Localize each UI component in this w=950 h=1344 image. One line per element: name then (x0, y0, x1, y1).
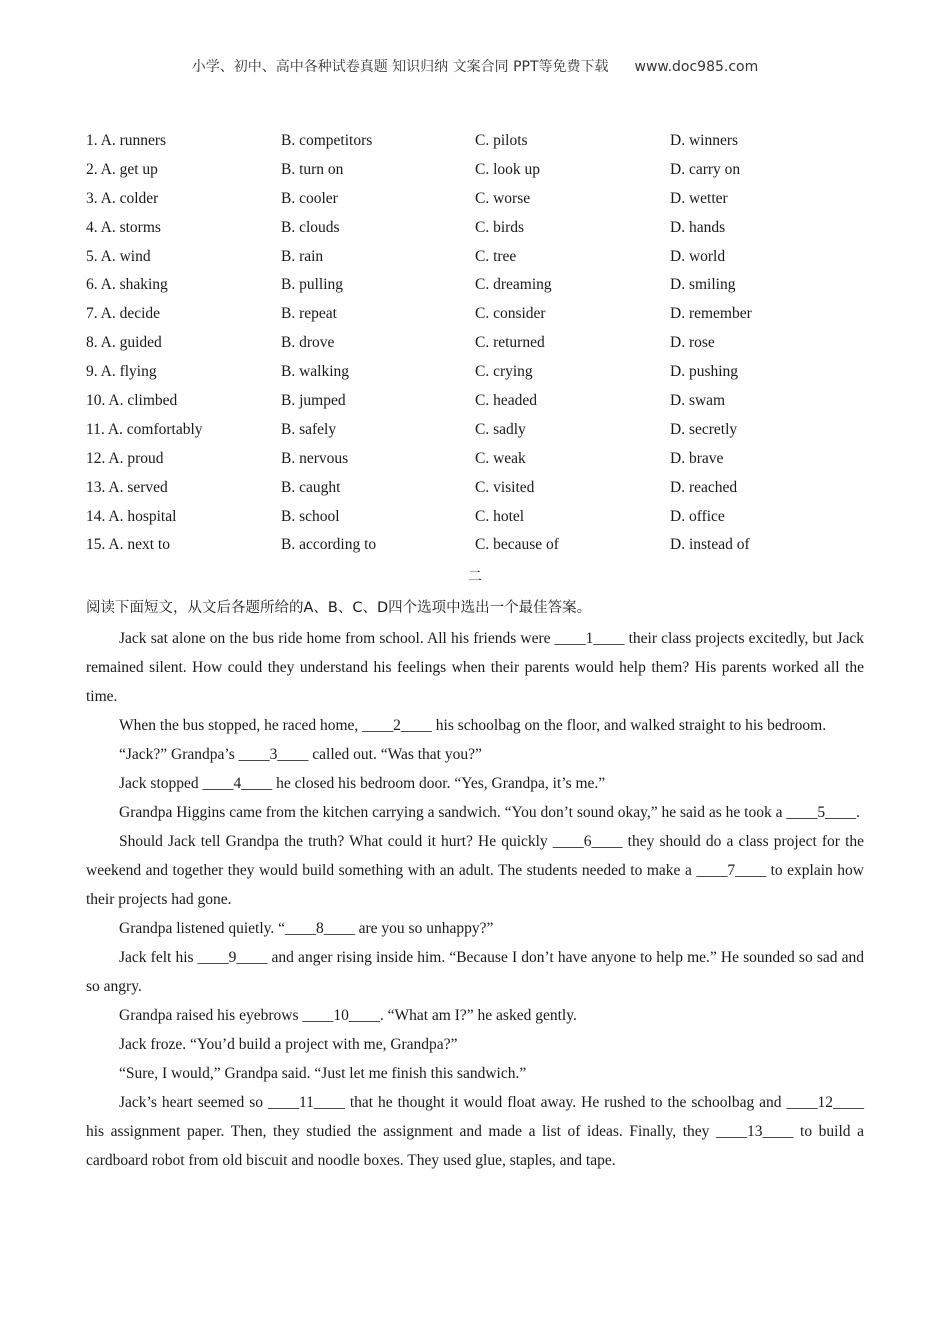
passage-paragraph: Should Jack tell Grandpa the truth? What could it hurt? He quickly ____6____ they should do a class project for the weekend and together they would build something with an adult. The students needed to make a ____7____ to explain how their projects had gone. (86, 833, 864, 908)
option-choice: B. pulling (281, 276, 344, 294)
header-text: 小学、初中、高中各种试卷真题 知识归纳 文案合同 PPT等免费下载 (191, 59, 609, 75)
option-choice: C. pilots (475, 132, 528, 149)
option-choice: D. hands (670, 218, 726, 236)
option-choice: 14. A. hospital (86, 507, 177, 525)
option-choice: 5. A. wind (86, 247, 151, 265)
option-row (86, 477, 866, 506)
option-choice: D. reached (670, 478, 738, 496)
option-choice: 9. A. flying (86, 363, 157, 381)
option-choice: D. brave (670, 449, 724, 467)
option-row (86, 188, 866, 217)
option-choice: C. because of (475, 536, 559, 554)
option-choice: B. drove (281, 334, 335, 352)
option-row (86, 246, 866, 275)
option-choice: C. worse (475, 189, 531, 207)
option-choice: 10. A. climbed (86, 392, 178, 410)
option-choice: C. dreaming (475, 276, 552, 294)
passage-paragraph: “Jack?” Grandpa’s ____3____ called out. “Was that you?” (119, 746, 482, 763)
section-number: 二 (468, 569, 482, 585)
option-choice: 8. A. guided (86, 334, 162, 352)
option-choice: D. smiling (670, 276, 736, 294)
option-choice: D. secretly (670, 420, 738, 438)
option-choice: B. nervous (281, 449, 349, 467)
option-choice: B. caught (281, 478, 341, 496)
option-choice: C. tree (475, 247, 517, 265)
option-choice: D. office (670, 507, 725, 525)
option-row (86, 130, 866, 159)
option-row (86, 159, 866, 188)
option-choice: D. carry on (670, 160, 741, 178)
option-choice: B. according to (281, 536, 377, 554)
option-choice: C. headed (475, 392, 537, 410)
passage-paragraph: When the bus stopped, he raced home, ____2____ his schoolbag on the floor, and walked straight to his bedroom. (119, 717, 827, 734)
answer-options-table (86, 130, 866, 563)
passage-paragraph: Jack froze. “You’d build a project with me, Grandpa?” (119, 1036, 458, 1053)
option-row (86, 534, 866, 563)
option-choice: 13. A. served (86, 478, 168, 496)
option-choice: D. pushing (670, 363, 739, 381)
option-choice: B. turn on (281, 160, 344, 178)
option-choice: B. repeat (281, 305, 337, 323)
option-choice: 6. A. shaking (86, 276, 168, 294)
option-choice: 7. A. decide (86, 305, 161, 323)
instruction-text: 阅读下面短文，从文后各题所给的A、B、C、D四个选项中选出一个最佳答案。 (86, 600, 592, 616)
passage-paragraph: “Sure, I would,” Grandpa said. “Just let me finish this sandwich.” (119, 1065, 527, 1082)
option-choice: 4. A. storms (86, 218, 161, 236)
option-choice: D. instead of (670, 536, 750, 554)
option-choice: B. competitors (281, 132, 373, 149)
option-choice: D. world (670, 247, 726, 265)
option-choice: C. consider (475, 305, 546, 323)
passage-paragraph: Grandpa Higgins came from the kitchen carrying a sandwich. “You don’t sound okay,” he said as he took a ____5____. (119, 804, 860, 821)
passage-paragraph: Jack’s heart seemed so ____11____ that he thought it would float away. He rushed to the schoolbag and ____12____ his assignment paper. Then, they studied the assignment and made a list of ideas. Finally, they ____13____ to build a cardboard robot from old biscuit and noodle boxes. They used glue, staples, and tape. (86, 1094, 864, 1169)
option-choice: D. swam (670, 392, 726, 410)
option-choice: C. weak (475, 449, 526, 467)
option-choice: C. sadly (475, 420, 526, 438)
option-choice: D. remember (670, 305, 752, 323)
option-choice: B. safely (281, 420, 337, 438)
option-choice: B. walking (281, 363, 350, 381)
option-choice: B. school (281, 507, 340, 525)
passage-paragraph: Jack stopped ____4____ he closed his bedroom door. “Yes, Grandpa, it’s me.” (119, 775, 606, 792)
option-row (86, 448, 866, 477)
option-row (86, 217, 866, 246)
option-row (86, 419, 866, 448)
option-choice: 11. A. comfortably (86, 420, 203, 438)
option-row (86, 274, 866, 303)
option-choice: C. birds (475, 218, 525, 236)
option-choice: B. cooler (281, 189, 338, 207)
option-choice: 3. A. colder (86, 189, 159, 207)
option-choice: B. jumped (281, 392, 346, 410)
option-row (86, 506, 866, 535)
option-choice: D. winners (670, 132, 739, 149)
passage-paragraph: Jack felt his ____9____ and anger rising inside him. “Because I don’t have anyone to help me.” He sounded so sad and so angry. (86, 949, 864, 995)
option-choice: C. hotel (475, 507, 525, 525)
option-choice: C. crying (475, 363, 533, 381)
option-choice: C. returned (475, 334, 545, 352)
passage-paragraph: Jack sat alone on the bus ride home from school. All his friends were ____1____ their class projects excitedly, but Jack remained silent. How could they understand his feelings when their parents would help them? His parents worked all the time. (86, 630, 864, 705)
option-row (86, 303, 866, 332)
option-choice: C. look up (475, 160, 541, 178)
option-choice: 1. A. runners (86, 132, 167, 149)
option-choice: 12. A. proud (86, 449, 164, 467)
option-choice: D. rose (670, 334, 715, 352)
option-choice: B. clouds (281, 218, 340, 236)
reading-passage (86, 624, 864, 1175)
option-choice: D. wetter (670, 189, 728, 207)
header-url[interactable]: www.doc985.com (634, 59, 759, 75)
option-choice: B. rain (281, 247, 324, 265)
option-choice: 2. A. get up (86, 160, 158, 178)
passage-paragraph: Grandpa raised his eyebrows ____10____. “What am I?” he asked gently. (119, 1007, 577, 1024)
option-choice: C. visited (475, 478, 535, 496)
option-row (86, 361, 866, 390)
option-row (86, 332, 866, 361)
page-header (0, 56, 950, 76)
option-choice: 15. A. next to (86, 536, 170, 554)
option-row (86, 390, 866, 419)
passage-paragraph: Grandpa listened quietly. “____8____ are you so unhappy?” (119, 920, 494, 937)
